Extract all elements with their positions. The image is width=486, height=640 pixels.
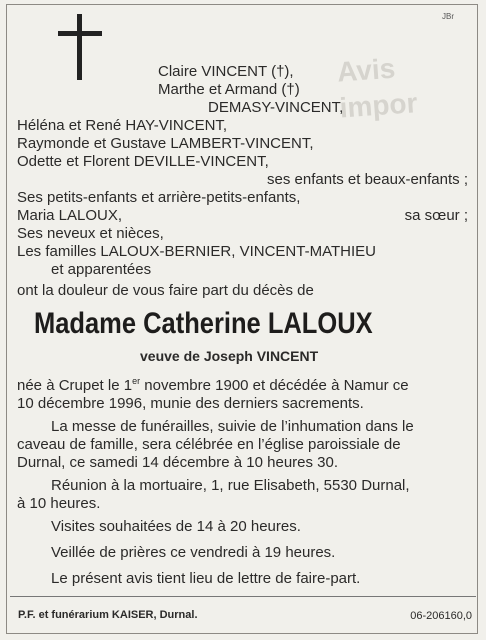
cross-icon — [58, 14, 102, 80]
family-line-11: Les familles LALOUX-BERNIER, VINCENT-MATHIEU — [17, 243, 376, 260]
visits-line: Visites souhaitées de 14 à 20 heures. — [51, 518, 301, 535]
family-line-3: DEMASY-VINCENT, — [208, 99, 344, 116]
ceremony-line-2: caveau de famille, sera célébrée en l’église paroissiale de — [17, 436, 401, 453]
bleed-through-text: Avis impor — [336, 52, 419, 124]
ceremony-line-3: Durnal, ce samedi 14 décembre à 10 heures 30. — [17, 454, 339, 471]
family-line-9-relation: sa sœur ; — [404, 207, 468, 224]
birth-line-1: née à Crupet le 1er novembre 1900 et décédée à Namur ce — [17, 376, 409, 394]
reunion-line-1: Réunion à la mortuaire, 1, rue Elisabeth, 5530 Durnal, — [51, 477, 410, 494]
vigil-line: Veillée de prières ce vendredi à 19 heures. — [51, 544, 336, 561]
announcement: ont la douleur de vous faire part du décès de — [17, 282, 314, 299]
corner-tag: JBr — [442, 12, 454, 21]
family-line-8: Ses petits-enfants et arrière-petits-enfants, — [17, 189, 301, 206]
footer-divider — [10, 596, 476, 597]
family-line-2: Marthe et Armand (†) — [158, 81, 300, 98]
reference-code: 06-206160,0 — [410, 610, 472, 622]
family-line-5: Raymonde et Gustave LAMBERT-VINCENT, — [17, 135, 314, 152]
ceremony-line-1: La messe de funérailles, suivie de l’inhumation dans le — [51, 418, 414, 435]
family-line-7: ses enfants et beaux-enfants ; — [267, 171, 468, 188]
family-line-10: Ses neveux et nièces, — [17, 225, 164, 242]
family-line-9-name: Maria LALOUX, — [17, 207, 123, 224]
family-line-1: Claire VINCENT (†), — [158, 63, 294, 80]
funeral-home: P.F. et funérarium KAISER, Durnal. — [18, 609, 198, 621]
family-line-6: Odette et Florent DEVILLE-VINCENT, — [17, 153, 269, 170]
notice-line: Le présent avis tient lieu de lettre de faire-part. — [51, 570, 361, 587]
birth-line-2: 10 décembre 1996, munie des derniers sacrements. — [17, 395, 364, 412]
family-line-4: Héléna et René HAY-VINCENT, — [17, 117, 228, 134]
widow-of: veuve de Joseph VINCENT — [140, 348, 319, 364]
reunion-line-2: à 10 heures. — [17, 495, 101, 512]
family-line-12: et apparentées — [51, 261, 152, 278]
deceased-name: Madame Catherine LALOUX — [34, 307, 373, 340]
